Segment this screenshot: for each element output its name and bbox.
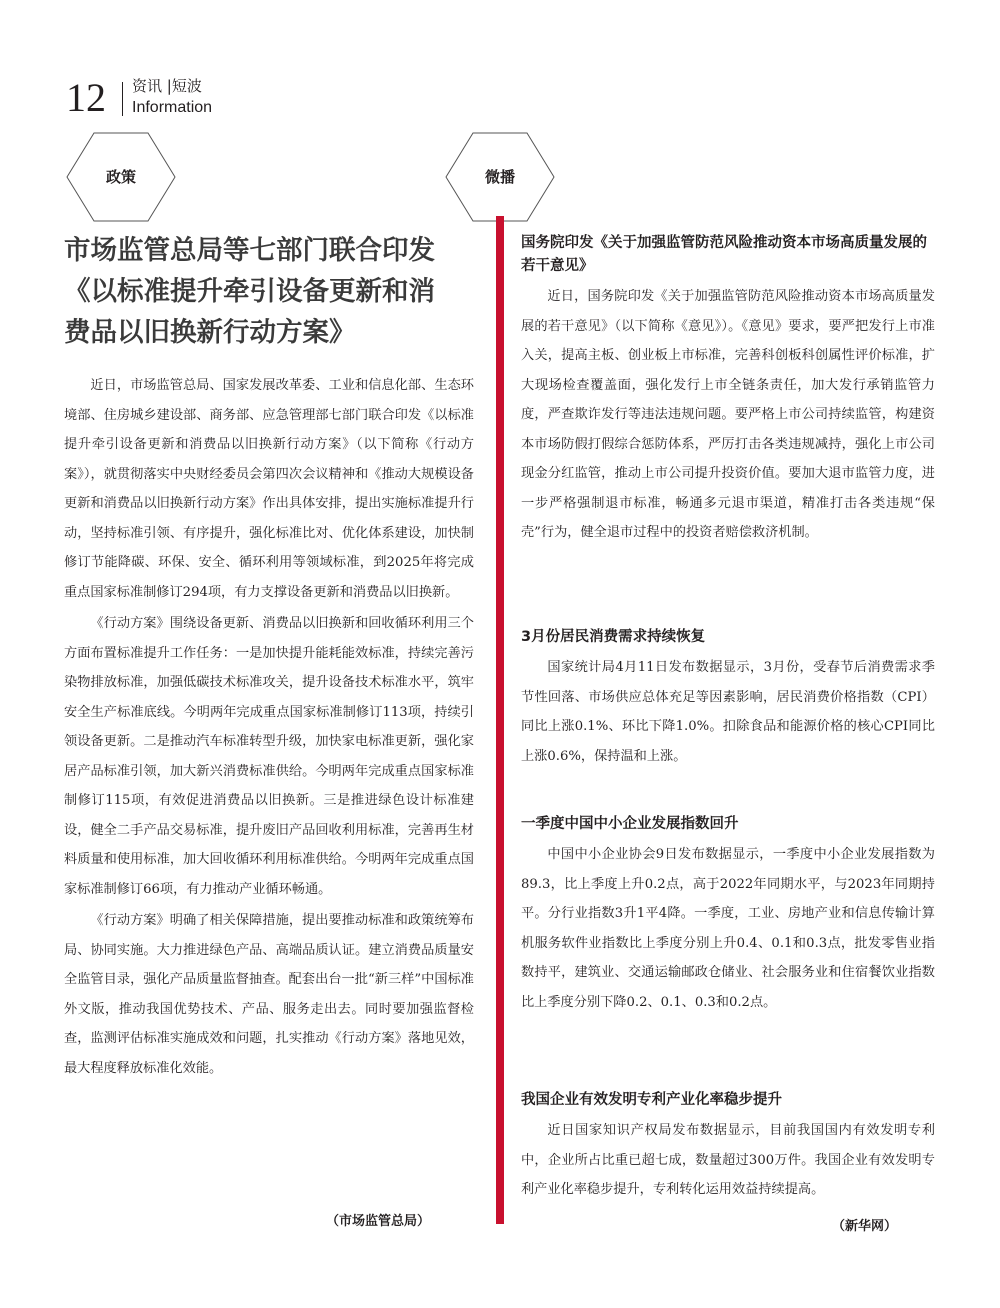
tag-broadcast	[445, 132, 555, 222]
news-item	[521, 1089, 935, 1205]
section-label-en: Information	[132, 99, 213, 116]
article-paragraph: 近日，市场监管总局、国家发展改革委、工业和信息化部、生态环境部、住房城乡建设部、商务部、应急管理部七部门联合印发《以标准提升牵引设备更新和消费品以旧换新行动方案》（以下简称《行动方案》），就贯彻落实中央财经委员会第四次会议精神和《推动大规模设备更新和消费品以旧换新行动方案》作出具体安排，提出实施标准提升行动，坚持标准引领、有序提升，强化标准比对、优化体系建设，加快制修订节能降碳、环保、安全、循环利用等领域标准，到2025年将完成重点国家标准制修订294项，有力支撑设备更新和消费品以旧换新。	[64, 378, 474, 600]
tag-broadcast-label: 微播	[484, 168, 515, 186]
news-title: 国务院印发《关于加强监管防范风险推动资本市场高质量发展的若干意见》	[521, 235, 927, 274]
news-body: 中国中小企业协会9日发布数据显示，一季度中小企业发展指数为89.3，比上季度上升0.2点，高于2022年同期水平，与2023年同期持平。分行业指数3升1平4降。一季度，工业、房地产业和信息传输计算机服务软件业指数比上季度分别上升0.4、0.1和0.3点，批发零售业指数持平，建筑业、交通运输邮政仓储业、社会服务业和住宿餐饮业指数比上季度分别下降0.2、0.1、0.3和0.2点。	[521, 847, 935, 1010]
news-title: 一季度中国中小企业发展指数回升	[521, 816, 739, 832]
red-divider	[496, 216, 504, 1224]
right-column-source: （新华网）	[832, 1219, 898, 1234]
left-article-source: （市场监管总局）	[326, 1214, 431, 1229]
page-number: 12	[66, 75, 106, 120]
news-item	[521, 813, 935, 1017]
news-item	[521, 626, 935, 771]
news-body: 国家统计局4月11日发布数据显示，3月份，受春节后消费需求季节性回落、市场供应总体充足等因素影响，居民消费价格指数（CPI）同比上涨0.1%、环比下降1.0%。扣除食品和能源价格的核心CPI同比上涨0.6%，保持温和上涨。	[521, 660, 935, 764]
news-item	[521, 232, 935, 548]
section-label-cn: 资讯 |短波	[132, 77, 202, 95]
article-paragraph: 《行动方案》围绕设备更新、消费品以旧换新和回收循环利用三个方面布置标准提升工作任务：一是加快提升能耗能效标准，持续完善污染物排放标准，加强低碳技术标准攻关，提升设备技术标准水平，筑牢安全生产标准底线。今明两年完成重点国家标准制修订113项，持续引领设备更新。二是推动汽车标准转型升级，加快家电标准更新，强化家居产品标准引领，加大新兴消费标准供给。今明两年完成重点国家标准制修订115项，有效促进消费品以旧换新。三是推进绿色设计标准建设，健全二手产品交易标准，提升废旧产品回收利用标准，完善再生材料质量和使用标准，加大回收循环利用标准供给。今明两年完成重点国家标准制修订66项，有力推动产业循环畅通。	[64, 616, 474, 897]
left-article-header	[64, 230, 474, 353]
news-body: 近日国家知识产权局发布数据显示，目前我国国内有效发明专利中，企业所占比重已超七成，数量超过300万件。我国企业有效发明专利产业化率稳步提升，专利转化运用效益持续提高。	[521, 1123, 935, 1197]
left-article-body	[64, 371, 474, 1083]
news-body: 近日，国务院印发《关于加强监管防范风险推动资本市场高质量发展的若干意见》（以下简称《意见》）。《意见》要求，要严把发行上市准入关，提高主板、创业板上市标准，完善科创板科创属性评价标准，扩大现场检查覆盖面，强化发行上市全链条责任，加大发行承销监管力度，严查欺诈发行等违法违规问题。要严格上市公司持续监管，构建资本市场防假打假综合惩防体系，严厉打击各类违规减持，强化上市公司现金分红监管，推动上市公司提升投资价值。要加大退市监管力度，进一步严格强制退市标准，畅通多元退市渠道，精准打击各类违规“保壳”行为，健全退市过程中的投资者赔偿救济机制。	[521, 289, 935, 540]
article-title: 市场监管总局等七部门联合印发 《以标准提升牵引设备更新和消 费品以旧换新行动方案》	[64, 235, 435, 348]
tag-policy	[66, 132, 176, 222]
tag-policy-label: 政策	[105, 168, 136, 186]
header-divider	[122, 82, 123, 116]
news-title: 我国企业有效发明专利产业化率稳步提升	[521, 1092, 782, 1108]
news-title: 3月份居民消费需求持续恢复	[521, 629, 706, 645]
article-paragraph: 《行动方案》明确了相关保障措施，提出要推动标准和政策统筹布局、协同实施。大力推进绿色产品、高端品质认证。建立消费品质量安全监管目录，强化产品质量监督抽查。配套出台一批“新三样”中国标准外文版，推动我国优势技术、产品、服务走出去。同时要加强监督检查，监测评估标准实施成效和问题，扎实推动《行动方案》落地见效，最大程度释放标准化效能。	[64, 913, 474, 1076]
